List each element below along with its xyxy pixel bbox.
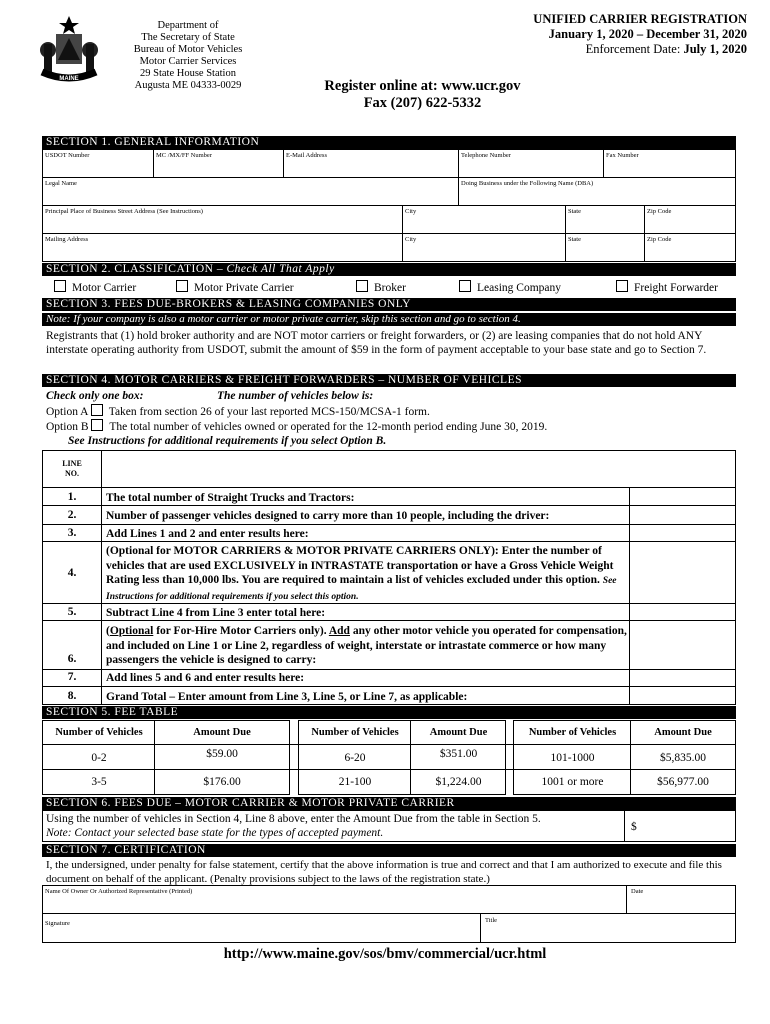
principal-state-field[interactable] (565, 205, 645, 234)
legal-name-label: Legal Name (45, 180, 77, 187)
fee-vehicles-cell: 6-20 (344, 752, 366, 764)
mailing-state-field[interactable] (565, 233, 645, 262)
line-6-optional: Optional (109, 625, 154, 637)
email-field[interactable] (283, 149, 459, 178)
email-label: E-Mail Address (286, 152, 327, 159)
dba-label: Doing Business under the Following Name (DBA) (461, 180, 594, 187)
mailing-address-field[interactable] (42, 233, 403, 262)
section1-header: SECTION 1. GENERAL INFORMATION (42, 136, 736, 149)
phone-field[interactable] (458, 149, 604, 178)
dept-line: Department of (157, 20, 219, 31)
option-label: Leasing Company (477, 282, 561, 294)
fee-col-amount: Amount Due (193, 727, 251, 738)
option-a-checkbox[interactable] (91, 404, 103, 416)
dollar-sign: $ (631, 821, 637, 833)
date-label: Date (631, 888, 644, 895)
option-b-text: The total number of vehicles owned or operated for the 12-month period ending June 30, 2019. (109, 421, 548, 433)
line-6-text: (Optional for For-Hire Motor Carriers only). Add any other motor vehicle you operated for compensation, and included on Line 1 or Line 2, regardless of weight, interstate or intrastate commerce or how many passengers the vehicle is designed to carry: (106, 625, 627, 666)
title-field[interactable] (480, 913, 736, 943)
option-b-label: Option B (46, 421, 89, 433)
date-field[interactable] (626, 885, 736, 914)
fax-label: Fax Number (606, 152, 639, 159)
signature-field[interactable] (42, 913, 481, 943)
option-label: Freight Forwarder (634, 282, 718, 294)
section3-text: Registrants that (1) hold broker authority and are NOT motor carriers or freight forwarders, or (2) are leasing companies that do not hold ANY interstate operating authority from USDOT, submit the amount of $59 in the form of payment acceptable to your base state and go to Section 7. (46, 330, 707, 356)
fee-col-vehicles: Number of Vehicles (528, 727, 617, 738)
ucr-title: UNIFIED CARRIER REGISTRATION (533, 12, 747, 26)
line-4-input[interactable] (632, 543, 734, 602)
line-3-text: Add Lines 1 and 2 and enter results here: (106, 528, 309, 540)
section3-header: SECTION 3. FEES DUE-BROKERS & LEASING COMPANIES ONLY (42, 298, 736, 311)
line-2-text: Number of passenger vehicles designed to carry more than 10 people, including the driver: (106, 510, 550, 522)
section6-text: Using the number of vehicles in Section 4, Line 8 above, enter the Amount Due from the table in Section 5. (46, 813, 541, 825)
fee-vehicles-cell: 101-1000 (550, 752, 595, 764)
fee-amount-cell: $56,977.00 (657, 776, 709, 788)
checkbox[interactable] (356, 280, 368, 292)
zip-label: Zip Code (647, 236, 672, 243)
state-label: State (568, 236, 581, 243)
department-address (108, 20, 268, 92)
fax-field[interactable] (603, 149, 736, 178)
footer-url[interactable]: http://www.maine.gov/sos/bmv/commercial/ucr.html (223, 946, 547, 962)
fee-amount-cell: $176.00 (203, 776, 241, 788)
checkbox[interactable] (459, 280, 471, 292)
section2-header (42, 263, 736, 276)
fee-vehicles-cell: 21-100 (338, 776, 372, 788)
principal-address-label: Principal Place of Business Street Address (See Instructions) (45, 208, 203, 215)
fee-col-amount: Amount Due (429, 727, 488, 738)
dept-line: Augusta ME 04333-0029 (134, 80, 242, 91)
line-5-input[interactable] (632, 605, 734, 619)
city-label: City (405, 236, 417, 243)
line-no-header (42, 450, 102, 488)
line-4-main: (Optional for MOTOR CARRIERS & MOTOR PRIVATE CARRIERS ONLY): Enter the number of vehicles that are used EXCLUSIVELY in INTRASTATE transportation or have a Gross Vehicle Weight Rating less than 10,000 lbs. You are required to maintain a list of vehicles excluded under this option. (106, 545, 614, 586)
principal-city-field[interactable] (402, 205, 566, 234)
line-6-mid: for For-Hire Motor Carriers only). (153, 625, 329, 637)
fee-col-vehicles: Number of Vehicles (311, 727, 399, 738)
classification-broker[interactable] (356, 280, 406, 295)
option-b-checkbox[interactable] (91, 419, 103, 431)
certification-text: I, the undersigned, under penalty for false statement, certify that the above information is true and correct and that I am authorized to execute and file this document on behalf of the applicant. (Penalty provisions subject to the laws of the registration state.) (46, 859, 722, 885)
principal-zip-field[interactable] (644, 205, 736, 234)
fee-vehicles-cell: 0-2 (91, 752, 107, 764)
line-3-input[interactable] (632, 526, 734, 540)
fee-vehicles-cell: 1001 or more (541, 776, 604, 788)
option-label: Motor Carrier (72, 282, 137, 294)
line-header-blank (101, 450, 736, 488)
line-number: 4. (67, 567, 77, 579)
line-6-rest: any other motor vehicle you operated for compensation, and included on Line 1 or Line 2, regardless of weight, interstate or intrastate commerce or how many passengers the vehicle is designed to carry: (106, 625, 627, 666)
register-online: Register online at: www.ucr.gov (324, 78, 521, 94)
section2-title: SECTION 2. CLASSIFICATION – (46, 263, 227, 275)
mc-field[interactable] (153, 149, 284, 178)
line-number: 8. (67, 690, 77, 702)
fee-amount-cell: $351.00 (439, 748, 478, 760)
line-4-text (106, 544, 628, 604)
checkbox[interactable] (54, 280, 66, 292)
title-label: Title (485, 917, 498, 924)
classification-motor-private-carrier[interactable] (176, 280, 294, 295)
section6-note: Note: Contact your selected base state for the types of accepted payment. (46, 827, 384, 839)
fee-amount-cell: $1,224.00 (435, 776, 482, 788)
mailing-city-field[interactable] (402, 233, 566, 262)
usdot-field[interactable] (42, 149, 154, 178)
city-label: City (405, 208, 417, 215)
section5-header: SECTION 5. FEE TABLE (42, 706, 736, 719)
line-number: 3. (67, 527, 77, 539)
signature-label: Signature (45, 920, 70, 927)
legal-name-field[interactable] (42, 177, 459, 206)
line-2-input[interactable] (632, 507, 734, 522)
fee-vehicles-cell: 3-5 (91, 776, 107, 788)
mc-label: MC /MX/FF Number (156, 152, 212, 159)
option-label: Motor Private Carrier (194, 282, 294, 294)
enforcement-date: July 1, 2020 (683, 42, 747, 56)
seal-text: MAINE (59, 76, 79, 82)
dba-field[interactable] (458, 177, 736, 206)
dept-line: Motor Carrier Services (139, 56, 237, 67)
line-7-input[interactable] (632, 671, 734, 685)
fee-amount-cell: $5,835.00 (660, 752, 706, 764)
line-8-text: Grand Total – Enter amount from Line 3, Line 5, or Line 7, as applicable: (106, 691, 468, 703)
line-number: 1. (67, 491, 77, 503)
zip-label: Zip Code (647, 208, 672, 215)
mailing-address-label: Mailing Address (45, 236, 89, 243)
line-6-input[interactable] (632, 622, 734, 668)
check-one-label: Check only one box: (46, 390, 144, 402)
register-block (250, 78, 595, 112)
amount-due-field[interactable] (624, 810, 736, 842)
checkbox[interactable] (616, 280, 628, 292)
line-1-text: The total number of Straight Trucks and Tractors: (106, 492, 355, 504)
classification-freight-forwarder[interactable] (616, 280, 718, 295)
section4-header: SECTION 4. MOTOR CARRIERS & FREIGHT FORWARDERS – NUMBER OF VEHICLES (42, 374, 736, 387)
fee-amount-cell: $59.00 (206, 748, 238, 760)
fee-col-amount: Amount Due (654, 727, 712, 738)
line-7-text: Add lines 5 and 6 and enter results here: (106, 672, 305, 684)
line-6-add: Add (328, 625, 350, 637)
fee-col-vehicles: Number of Vehicles (55, 727, 143, 738)
dept-line: 29 State House Station (140, 68, 236, 79)
option-a-row[interactable] (46, 404, 430, 419)
checkbox[interactable] (176, 280, 188, 292)
owner-name-field[interactable] (42, 885, 627, 914)
classification-motor-carrier[interactable] (54, 280, 136, 295)
mailing-zip-field[interactable] (644, 233, 736, 262)
line-number: 5. (67, 606, 77, 618)
classification-leasing-company[interactable] (459, 280, 561, 295)
dept-line: The Secretary of State (141, 32, 235, 43)
dept-line: Bureau of Motor Vehicles (133, 44, 243, 55)
section7-header: SECTION 7. CERTIFICATION (42, 844, 736, 857)
option-b-row[interactable] (46, 419, 547, 434)
line-no-label2: NO. (65, 469, 79, 478)
option-label: Broker (374, 282, 406, 294)
maine-state-seal (34, 14, 104, 84)
section6-header: SECTION 6. FEES DUE – MOTOR CARRIER & MOTOR PRIVATE CARRIER (42, 797, 736, 810)
state-label: State (568, 208, 581, 215)
line-number: 7. (67, 671, 77, 683)
owner-name-label: Name Of Owner Or Authorized Representative (Printed) (45, 888, 193, 895)
ucr-dates: January 1, 2020 – December 31, 2020 (548, 27, 747, 41)
see-instructions: See Instructions for additional requirements if you select Option B. (68, 435, 387, 447)
ucr-title-block (485, 12, 747, 57)
line-number: 2. (67, 509, 77, 521)
enforcement-date-line (485, 42, 747, 57)
section6-text-box (42, 810, 625, 842)
principal-address-field[interactable] (42, 205, 403, 234)
usdot-label: USDOT Number (45, 152, 90, 159)
section2-title-italic: Check All That Apply (226, 263, 335, 275)
phone-label: Telephone Number (461, 152, 511, 159)
enforcement-label: Enforcement Date: (585, 42, 684, 56)
line-no-label: LINE (62, 459, 82, 468)
number-below-label: The number of vehicles below is: (217, 390, 374, 402)
fax-number: Fax (207) 622-5332 (363, 95, 482, 111)
line-4-note: See Instructions for additional requirements if you select this option. (106, 576, 617, 602)
line-number: 6. (67, 653, 77, 665)
section3-note: Note: If your company is also a motor carrier or motor private carrier, skip this section and go to section 4. (42, 313, 736, 326)
option-a-text: Taken from section 26 of your last reported MCS-150/MCSA-1 form. (108, 406, 430, 418)
line-8-input[interactable] (632, 688, 734, 703)
line-1-input[interactable] (632, 489, 734, 504)
option-a-label: Option A (46, 406, 88, 418)
line-5-text: Subtract Line 4 from Line 3 enter total here: (106, 607, 326, 619)
